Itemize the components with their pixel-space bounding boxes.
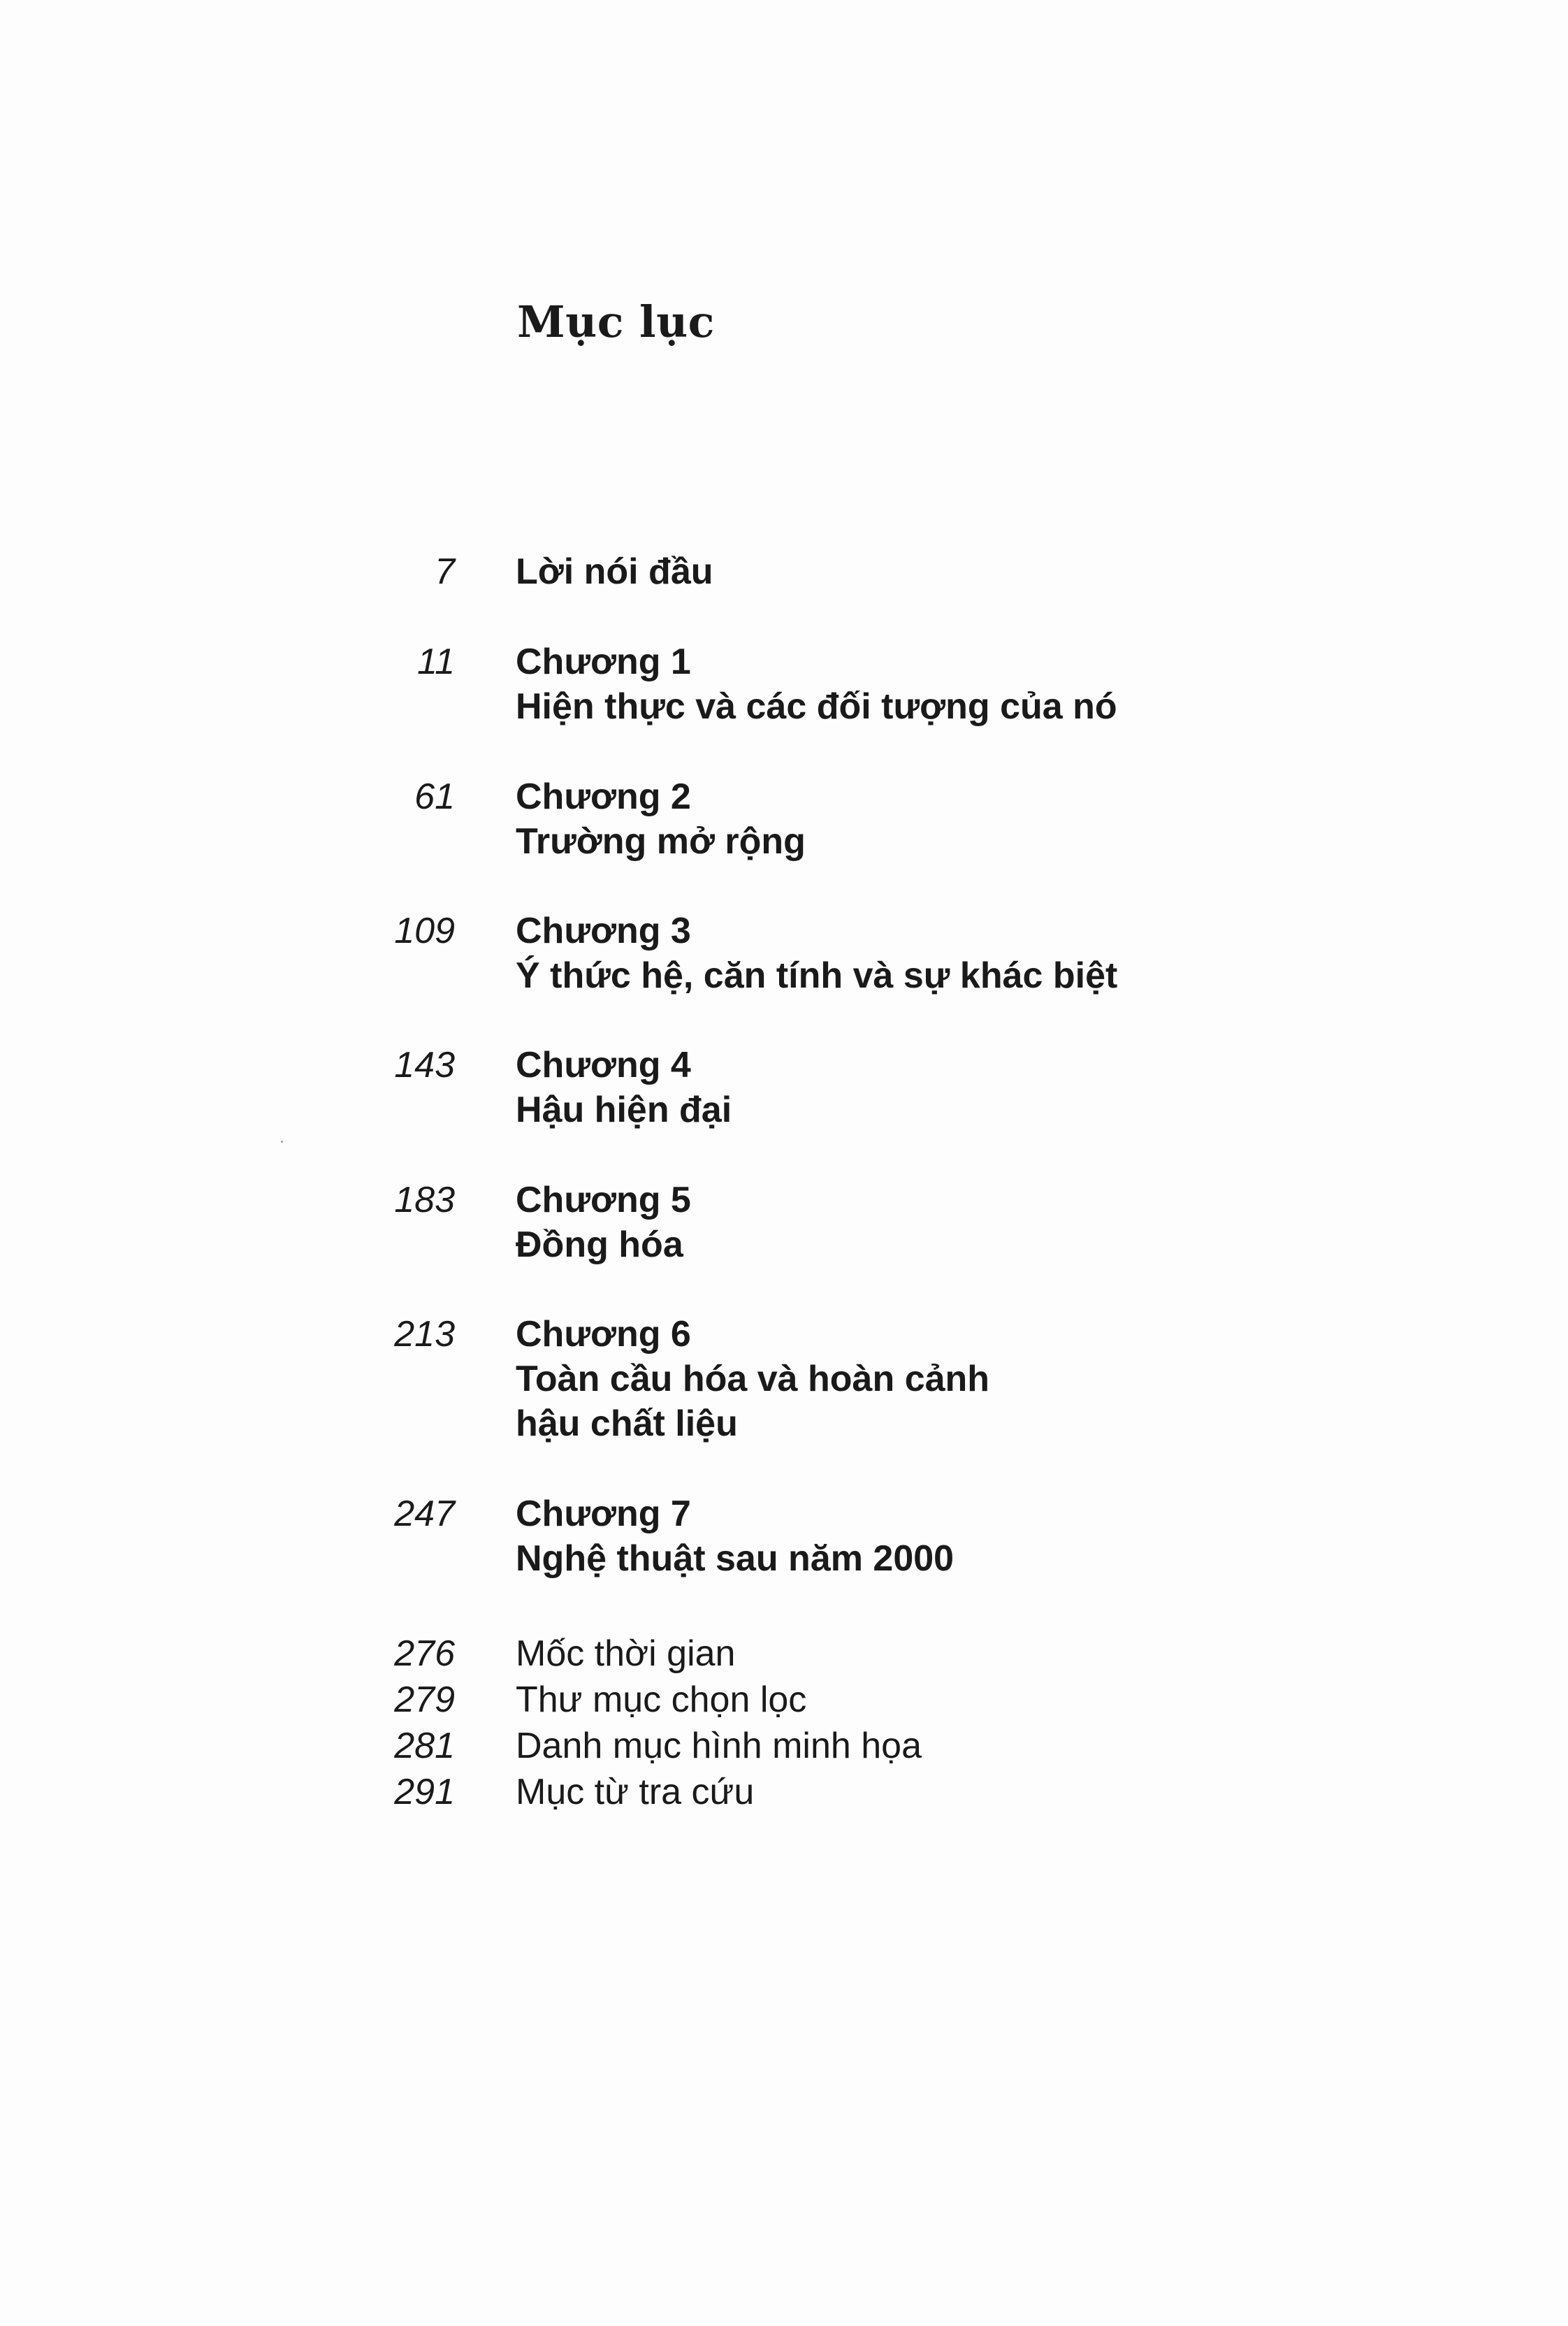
- page-number: 247: [394, 1494, 455, 1534]
- page-number: 213: [394, 1314, 455, 1355]
- chapter-title-continued: hậu chất liệu: [516, 1403, 738, 1444]
- entry-title: [516, 1491, 954, 1581]
- chapter-title: Nghệ thuật sau năm 2000: [516, 1538, 954, 1579]
- entry-title: [516, 1312, 989, 1446]
- page-number: 276: [394, 1633, 455, 1674]
- chapter-label: Chương 1: [516, 642, 691, 682]
- chapter-label: Chương 7: [516, 1494, 691, 1534]
- chapter-label: Chương 4: [516, 1045, 691, 1085]
- page-number: 279: [394, 1680, 455, 1720]
- chapter-title: Toàn cầu hóa và hoàn cảnh: [516, 1359, 990, 1399]
- entry-line: Lời nói đầu: [516, 551, 713, 592]
- entry-title: Mốc thời gian: [516, 1633, 736, 1674]
- entry-title: [516, 1043, 732, 1132]
- toc-title: Mục lục: [517, 296, 715, 347]
- entry-title: [516, 1178, 691, 1267]
- page-number: 61: [414, 776, 455, 817]
- page-number: 291: [394, 1772, 455, 1812]
- page-number: 11: [417, 642, 455, 682]
- chapter-title: Trường mở rộng: [516, 821, 806, 862]
- chapter-title: Đồng hóa: [516, 1225, 683, 1265]
- entry-title: Thư mục chọn lọc: [516, 1680, 807, 1720]
- page-number: 7: [435, 551, 455, 592]
- chapter-label: Chương 2: [516, 776, 691, 817]
- entry-title: [516, 909, 1117, 998]
- entry-title: Danh mục hình minh họa: [516, 1726, 922, 1766]
- chapter-label: Chương 6: [516, 1314, 691, 1355]
- chapter-title: Hậu hiện đại: [516, 1090, 732, 1130]
- chapter-title: Hiện thực và các đối tượng của nó: [516, 686, 1117, 727]
- entry-title: Mục từ tra cứu: [516, 1772, 755, 1812]
- page-number: 281: [394, 1726, 455, 1766]
- chapter-label: Chương 5: [516, 1180, 691, 1220]
- scan-speck: [281, 1141, 283, 1143]
- chapter-label: Chương 3: [516, 911, 691, 951]
- entry-title: [516, 774, 806, 864]
- page-number: 143: [394, 1045, 455, 1085]
- entry-title: [516, 640, 1117, 729]
- chapter-title: Ý thức hệ, căn tính và sự khác biệt: [516, 955, 1118, 996]
- page-number: 183: [394, 1180, 455, 1220]
- entry-title: [516, 549, 713, 594]
- page-number: 109: [394, 911, 455, 951]
